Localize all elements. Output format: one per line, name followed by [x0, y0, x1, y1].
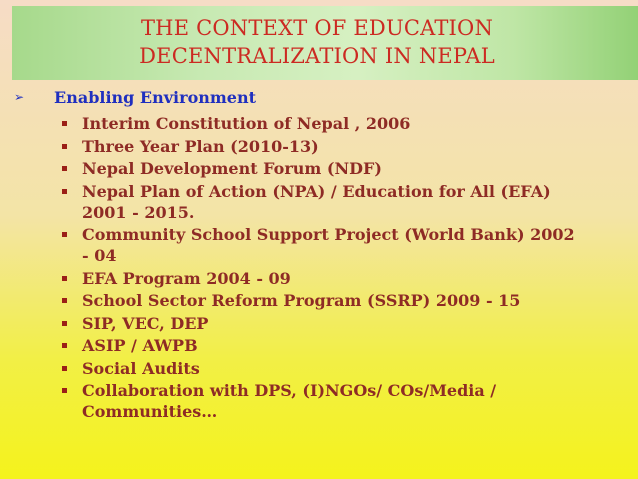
list-item-text: Nepal Development Forum (NDF) — [82, 159, 382, 178]
square-bullet-icon — [62, 121, 67, 126]
list-item — [62, 181, 634, 223]
list-item — [62, 113, 634, 134]
square-bullet-icon — [62, 232, 67, 237]
list-item — [62, 268, 634, 289]
list-item-text: Three Year Plan (2010-13) — [82, 136, 319, 156]
list-item — [62, 224, 634, 266]
list-item — [62, 380, 634, 422]
list-item — [62, 335, 634, 356]
list-item-text: SIP, VEC, DEP — [82, 313, 209, 333]
list-item-text: Collaboration with DPS, (I)NGOs/ COs/Media / Communities… — [82, 381, 497, 421]
square-bullet-icon — [62, 298, 67, 303]
list-item-text: Nepal Plan of Action (NPA) / Education for All (EFA) 2001 - 2015. — [82, 181, 551, 222]
square-bullet-icon — [62, 144, 67, 149]
list-item-text: Social Audits — [82, 358, 200, 378]
square-bullet-icon — [62, 276, 67, 281]
square-bullet-icon — [62, 343, 67, 348]
list-item — [62, 158, 634, 179]
square-bullet-icon — [62, 166, 67, 171]
list-item-text: Interim Constitution of Nepal , 2006 — [82, 114, 411, 133]
square-bullet-icon — [62, 321, 67, 326]
list-item — [62, 290, 634, 311]
arrow-bullet-icon: ➢ — [14, 90, 25, 104]
list-item-text: School Sector Reform Program (SSRP) 2009 - 15 — [82, 291, 521, 310]
list-item — [62, 136, 634, 157]
list-item-text: EFA Program 2004 - 09 — [82, 268, 291, 288]
slide-title-line-2: DECENTRALIZATION IN NEPAL — [139, 44, 495, 68]
list-item-text: Community School Support Project (World Bank) 2002 - 04 — [82, 225, 575, 265]
square-bullet-icon — [62, 388, 67, 393]
square-bullet-icon — [62, 189, 67, 194]
list-item — [62, 358, 634, 379]
list-item — [62, 313, 634, 334]
bullet-list — [62, 113, 634, 424]
square-bullet-icon — [62, 366, 67, 371]
section-heading: Enabling Environment — [54, 88, 256, 107]
list-item-text: ASIP / AWPB — [82, 336, 198, 355]
slide-title-line-1: THE CONTEXT OF EDUCATION — [140, 16, 494, 40]
